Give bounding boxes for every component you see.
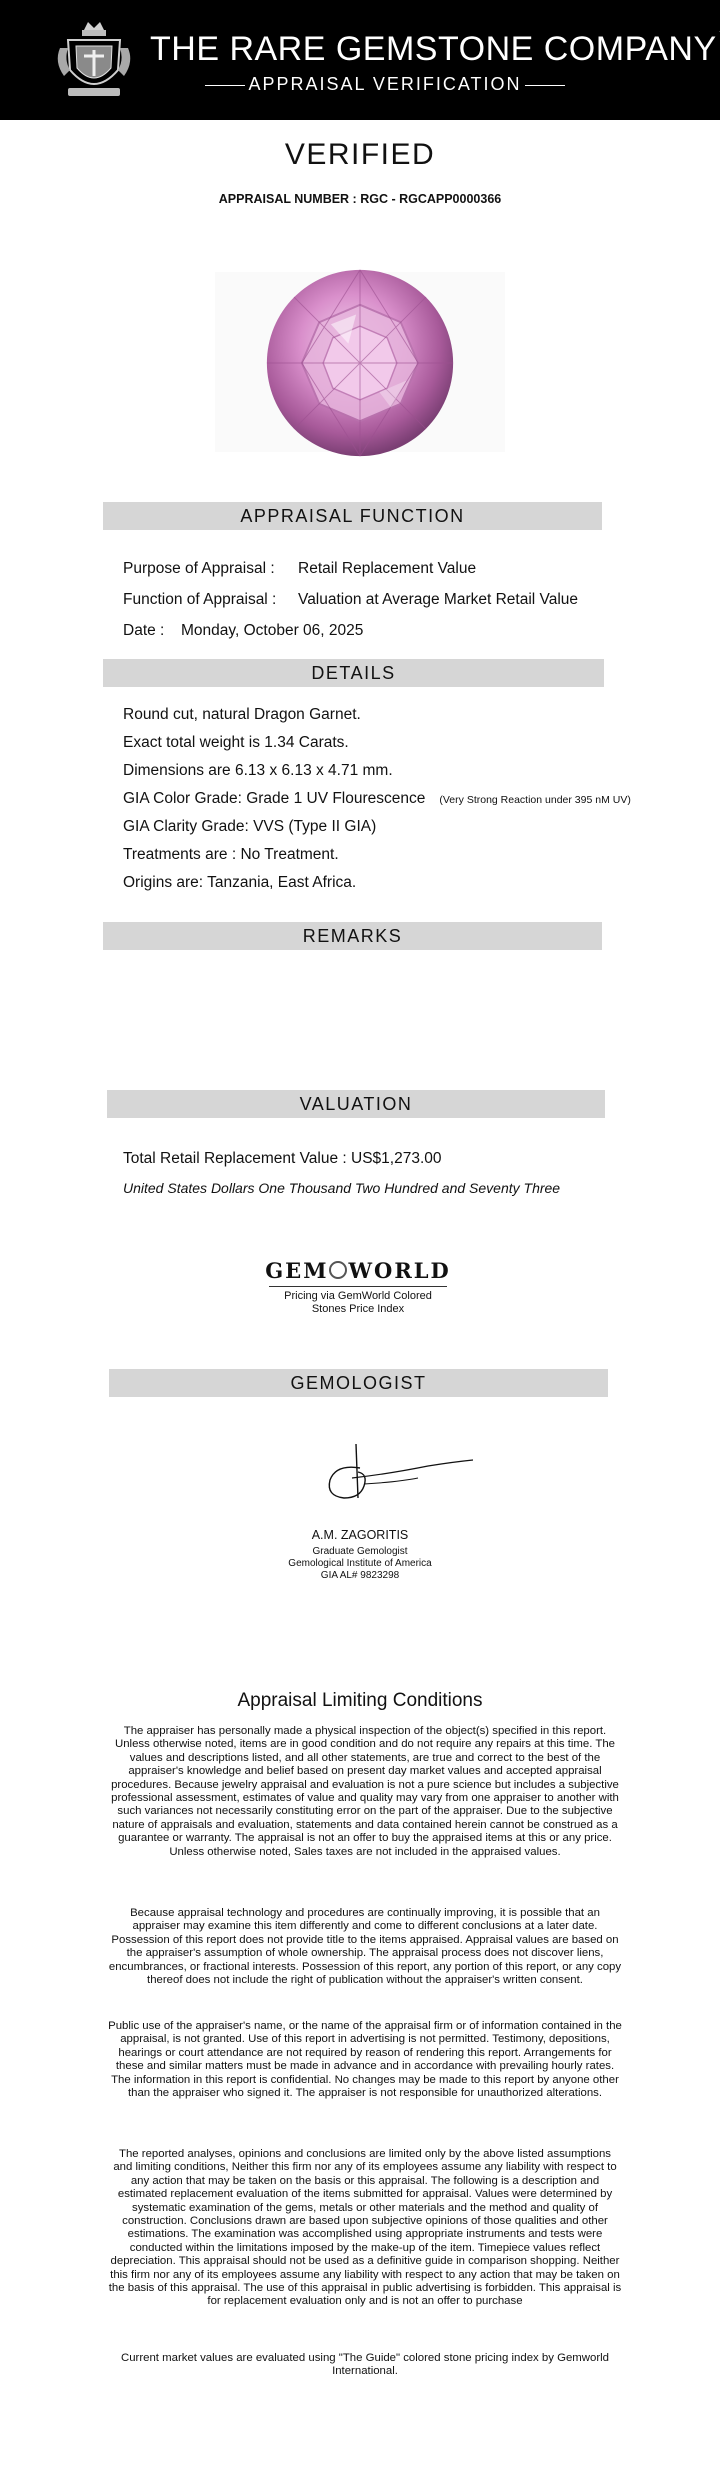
valuation-header: VALUATION	[107, 1090, 605, 1118]
value-in-words: United States Dollars One Thousand Two Hundred and Seventy Three	[123, 1180, 561, 1196]
limiting-paragraph-2: Because appraisal technology and procedures are continually improving, it is possible that an appraiser may examine this item differently and come to different conclusions at a later date. Possession of this report does not provide title to the items appraised. Appraisal values are based on the appraiser's assumption of whole ownership. The appraisal process does not discover liens, encumbrances, or fractional interests. Possession of this report, any portion of this report, or any copy thereof does not include the right of publication without the appraiser's written consent.	[108, 1907, 622, 1987]
gemologist-id: GIA AL# 9823298	[320, 1570, 400, 1581]
header	[0, 0, 727, 120]
limiting-paragraph-4: The reported analyses, opinions and conclusions are limited only by the above listed assumptions and limiting conditions, Neither this firm nor any of its employees assume any liability with respect to any action that may be taken on the basis or this appraisal. The following is a description and estimated replacement evaluation of the items submitted for appraisal. Values were determined by systematic examination of the gems, metals or other materials and the method and quality of construction. Conclusions drawn are based upon subjective opinions of those qualities and other estimations. The examination was accomplished using appropriate instruments and tests were conducted within the limitations imposed by the make-up of the item. Timepiece values reflect depreciation. This appraisal should not be used as a definitive guide in comparison shopping. Neither this firm nor any of its employees assume any liability with respect to any action that may be taken on the basis of this appraisal. The use of this appraisal in public advertising is forbidden. This appraisal is for replacement evaluation only and is not an offer to purchase	[108, 2148, 622, 2308]
gemologist-institute: Gemological Institute of America	[288, 1558, 432, 1569]
detail-cut: Round cut, natural Dragon Garnet.	[123, 706, 361, 723]
detail-color: GIA Color Grade: Grade 1 UV Flourescence (Very Strong Reaction under 395 nM UV)	[123, 790, 631, 807]
header-subtitle: APPRAISAL VERIFICATION	[205, 74, 565, 95]
globe-icon	[329, 1261, 347, 1279]
verified-title: VERIFIED	[284, 138, 436, 171]
crest-logo-icon	[54, 18, 134, 102]
gemstone-photo	[215, 272, 505, 452]
limiting-paragraph-3: Public use of the appraiser's name, or the name of the appraisal firm or of information contained in the appraisal, is not granted. Use of this report in advertising is not permitted. Testimony, depositions, hearings or court attendance are not required by reason of rendering this report. Arrangements for these and similar matters must be made in advance and in accordance with prevailing hourly rates. The information in this report is confidential. No changes may be made to this report by anyone other than the appraiser who signed it. The appraiser is not responsible for unauthorized alterations.	[108, 2020, 622, 2100]
detail-dimensions: Dimensions are 6.13 x 6.13 x 4.71 mm.	[123, 762, 393, 779]
limiting-paragraph-5: Current market values are evaluated using "The Guide" colored stone pricing index by Gemworld International.	[120, 2352, 609, 2378]
appraisal-function-header: APPRAISAL FUNCTION	[103, 502, 602, 530]
gemologist-header: GEMOLOGIST	[109, 1369, 608, 1397]
gemworld-line2: Stones Price Index	[311, 1303, 405, 1315]
company-name: THE RARE GEMSTONE COMPANY ™	[150, 30, 727, 68]
detail-treatments: Treatments are : No Treatment.	[123, 846, 339, 863]
appraisal-number: APPRAISAL NUMBER : RGC - RGCAPP0000366	[218, 192, 502, 206]
purpose-row: Purpose of Appraisal : Retail Replacement Value	[123, 560, 477, 577]
signature-image	[308, 1438, 478, 1518]
gemworld-wordmark: GEM WORLD	[265, 1258, 451, 1283]
limiting-conditions-title: Appraisal Limiting Conditions	[237, 1690, 483, 1711]
gemstone-image	[263, 266, 457, 460]
details-header: DETAILS	[103, 659, 604, 687]
limiting-paragraph-1: The appraiser has personally made a physical inspection of the object(s) specified in this report. Unless otherwise noted, items are in good condition and do not require any repairs at this time. The values and descriptions listed, and all other statements, are true and correct to the best of the appraiser's knowledge and belief based on present day market values and accepted appraisal procedures. Because jewelry appraisal and evaluation is not a pure science but includes a subjective professional assessment, estimates of value and quality may vary from one appraiser to another with such variances not necessarily constituting error on the part of the appraiser. Due to the subjective nature of appraisals and evaluation, statements and data contained herein cannot be construed as a guarantee or warranty. The appraisal is not an offer to buy the appraised items at this or any price. Unless otherwise noted, Sales taxes are not included in the appraised values.	[111, 1725, 619, 1858]
detail-clarity: GIA Clarity Grade: VVS (Type II GIA)	[123, 818, 377, 835]
gemologist-name: A.M. ZAGORITIS	[311, 1528, 409, 1542]
gemologist-title: Graduate Gemologist	[312, 1546, 408, 1557]
remarks-header: REMARKS	[103, 922, 602, 950]
function-row: Function of Appraisal : Valuation at Average Market Retail Value	[123, 591, 579, 608]
uv-note: (Very Strong Reaction under 395 nM UV)	[439, 794, 631, 806]
total-value: Total Retail Replacement Value : US$1,273.00	[123, 1150, 442, 1167]
gemworld-logo	[258, 1258, 458, 1316]
detail-origins: Origins are: Tanzania, East Africa.	[123, 874, 357, 891]
date-row: Date : Monday, October 06, 2025	[123, 622, 364, 639]
detail-weight: Exact total weight is 1.34 Carats.	[123, 734, 349, 751]
gemworld-line1: Pricing via GemWorld Colored	[284, 1290, 432, 1302]
